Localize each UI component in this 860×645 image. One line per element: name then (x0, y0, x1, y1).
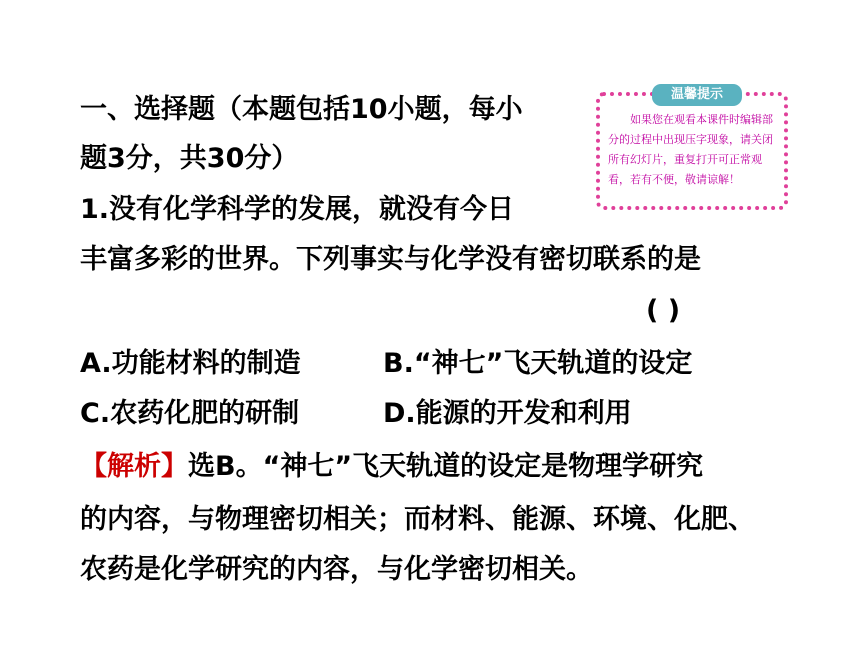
tip-text: 如果您在观看本课件时编辑部分的过程中出现压字现象，请关闭所有幻灯片，重复打开可正常观看，若有不便，敬请谅解！ (608, 113, 773, 186)
analysis-line-1 (80, 449, 703, 485)
question-stem-line-1: 1.没有化学科学的发展，就没有今日 (80, 194, 515, 225)
analysis-label: 【解析】 (80, 451, 188, 482)
option-a: A.功能材料的制造 (80, 348, 301, 379)
answer-blank: ( ) (646, 295, 681, 326)
analysis-text-1: 选B。“神七”飞天轨道的设定是物理学研究 (188, 451, 704, 482)
option-c: C.农药化肥的研制 (80, 398, 300, 429)
option-d: D.能源的开发和利用 (383, 398, 632, 429)
section-heading-line-2: 题3分，共30分） (80, 143, 299, 174)
analysis-line-2: 的内容，与物理密切相关；而材料、能源、环境、化肥、 (80, 504, 755, 535)
section-heading-line-1: 一、选择题（本题包括10小题，每小 (80, 94, 523, 125)
analysis-line-3: 农药是化学研究的内容，与化学密切相关。 (80, 554, 593, 585)
tip-box (596, 87, 788, 210)
question-stem-line-2: 丰富多彩的世界。下列事实与化学没有密切联系的是 (80, 244, 701, 275)
option-b: B.“神七”飞天轨道的设定 (383, 348, 693, 379)
tip-title: 温馨提示 (652, 84, 742, 106)
